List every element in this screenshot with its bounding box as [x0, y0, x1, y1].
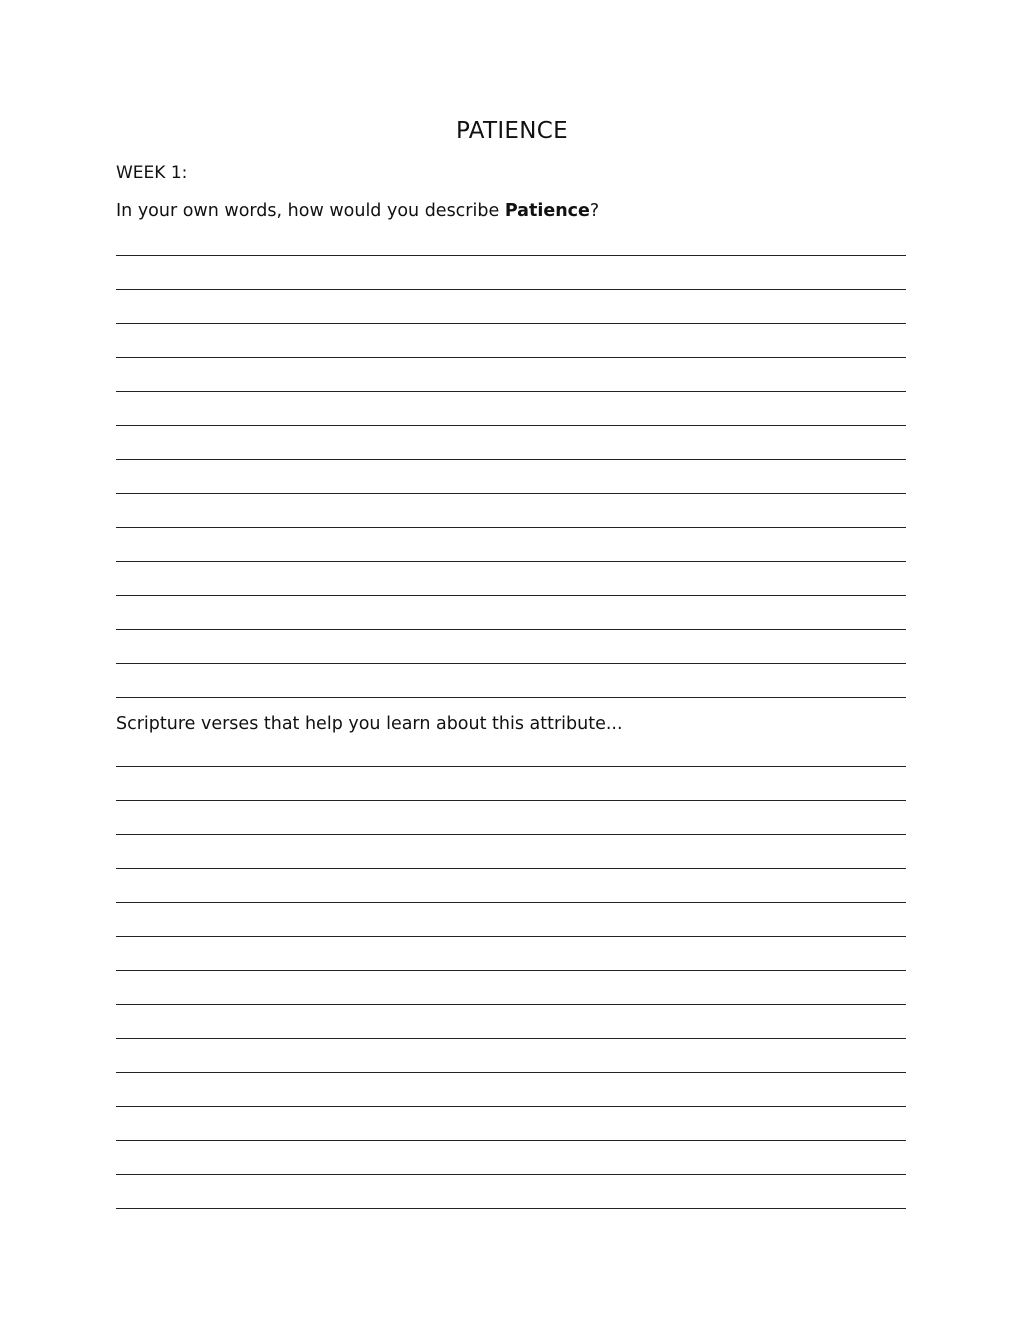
scripture-answer-lines: [116, 767, 906, 1209]
writing-line[interactable]: [116, 392, 906, 426]
writing-line[interactable]: [116, 562, 906, 596]
writing-line[interactable]: [116, 256, 906, 290]
writing-line[interactable]: [116, 801, 906, 835]
describe-prompt-end: ?: [589, 201, 600, 221]
writing-line[interactable]: [116, 596, 906, 630]
describe-prompt-text: In your own words, how would you describe: [116, 201, 505, 221]
page-title: PATIENCE: [456, 118, 568, 144]
writing-line[interactable]: [116, 1039, 906, 1073]
writing-line[interactable]: [116, 1073, 906, 1107]
writing-line[interactable]: [116, 733, 906, 767]
writing-line[interactable]: [116, 290, 906, 324]
scripture-prompt: Scripture verses that help you learn about this attribute...: [116, 714, 623, 734]
writing-line[interactable]: [116, 358, 906, 392]
describe-answer-lines: [116, 256, 906, 698]
writing-line[interactable]: [116, 528, 906, 562]
writing-line[interactable]: [116, 835, 906, 869]
writing-line[interactable]: [116, 664, 906, 698]
writing-line[interactable]: [116, 460, 906, 494]
writing-line[interactable]: [116, 1141, 906, 1175]
writing-line[interactable]: [116, 937, 906, 971]
writing-line[interactable]: [116, 869, 906, 903]
describe-prompt-keyword: Patience: [504, 201, 590, 221]
writing-line[interactable]: [116, 1175, 906, 1209]
writing-line[interactable]: [116, 903, 906, 937]
writing-line[interactable]: [116, 1107, 906, 1141]
writing-line[interactable]: [116, 767, 906, 801]
writing-line[interactable]: [116, 494, 906, 528]
describe-prompt: [116, 201, 599, 221]
writing-line[interactable]: [116, 324, 906, 358]
writing-line[interactable]: [116, 1005, 906, 1039]
week-label: WEEK 1:: [116, 163, 188, 183]
writing-line[interactable]: [116, 630, 906, 664]
writing-line[interactable]: [116, 971, 906, 1005]
writing-line[interactable]: [116, 426, 906, 460]
writing-line[interactable]: [116, 222, 906, 256]
